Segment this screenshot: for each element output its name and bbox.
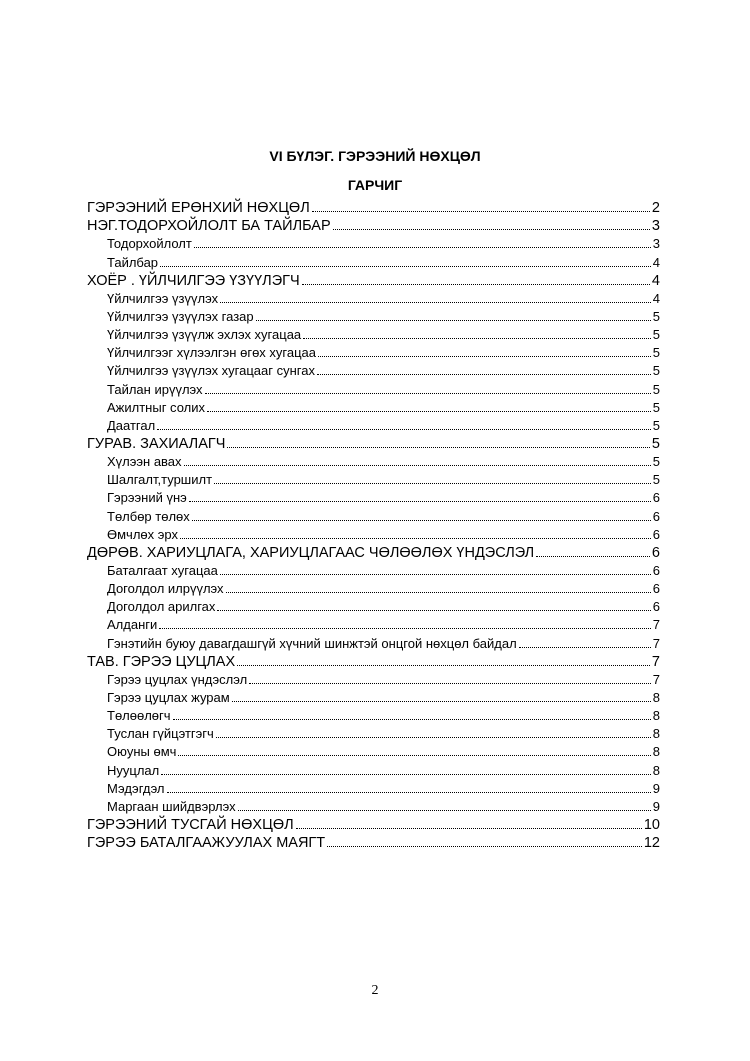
toc-entry-page: 4 — [652, 254, 660, 270]
toc-leader-dots — [232, 701, 651, 702]
toc-entry-label: Доголдол илрүүлэх — [107, 581, 224, 597]
toc-entry-page: 5 — [652, 363, 660, 379]
toc-entry-label: Нууцлал — [107, 762, 160, 778]
toc-entry-label: ГЭРЭЭ БАТАЛГААЖУУЛАХ МАЯГТ — [87, 835, 326, 852]
toc-leader-dots — [227, 447, 650, 448]
toc-leader-dots — [317, 374, 651, 375]
toc-entry-label: Доголдол арилгах — [107, 599, 216, 615]
toc-entry[interactable] — [87, 815, 660, 833]
toc-entry-page: 8 — [652, 762, 660, 778]
toc-title: ГАРЧИГ — [347, 177, 403, 193]
toc-leader-dots — [302, 284, 650, 285]
toc-leader-dots — [312, 211, 650, 212]
toc-entry[interactable] — [87, 216, 660, 234]
toc-entry[interactable] — [87, 706, 660, 724]
toc-entry-label: Тодорхойлолт — [107, 236, 192, 252]
toc-entry-page: 3 — [651, 218, 660, 235]
toc-entry-page: 8 — [652, 744, 660, 760]
toc-entry[interactable] — [87, 525, 660, 543]
toc-entry-label: Туслан гүйцэтгэгч — [107, 726, 214, 742]
toc-entry-page: 5 — [652, 381, 660, 397]
toc-entry-label: Тайлбар — [107, 254, 159, 270]
toc-entry-label: ГУРАВ. ЗАХИАЛАГЧ — [87, 435, 226, 452]
toc-entry[interactable] — [87, 833, 660, 851]
toc-entry[interactable] — [87, 561, 660, 579]
toc-entry-label: Мэдэгдэл — [107, 780, 165, 796]
toc-leader-dots — [180, 538, 651, 539]
toc-entry-label: ГЭРЭЭНИЙ ТУСГАЙ НӨХЦӨЛ — [87, 816, 294, 833]
toc-entry-label: ДӨРӨВ. ХАРИУЦЛАГА, ХАРИУЦЛАГААС ЧӨЛӨӨЛӨХ ҮНДЭСЛЭЛ — [87, 544, 535, 561]
toc-entry-page: 8 — [652, 689, 660, 705]
toc-entry-page: 5 — [651, 435, 660, 452]
toc-leader-dots — [173, 719, 651, 720]
toc-entry[interactable] — [87, 615, 660, 633]
toc-entry[interactable] — [87, 325, 660, 343]
toc-entry-page: 5 — [652, 308, 660, 324]
toc-entry-label: Маргаан шийдвэрлэх — [107, 798, 236, 814]
toc-entry[interactable] — [87, 543, 660, 561]
toc-entry-page: 7 — [651, 653, 660, 670]
chapter-title: VI БҮЛЭГ. ГЭРЭЭНИЙ НӨХЦӨЛ — [269, 148, 481, 164]
toc-entry-label: Ажилтныг солих — [107, 399, 205, 415]
toc-entry-page: 4 — [651, 272, 660, 289]
toc-leader-dots — [256, 320, 651, 321]
toc-entry-page: 6 — [652, 599, 660, 615]
toc-entry[interactable] — [87, 597, 660, 615]
toc-entry-label: Шалгалт,туршилт — [107, 472, 213, 488]
toc-entry-page: 10 — [643, 816, 660, 833]
toc-entry-page: 6 — [652, 581, 660, 597]
toc-entry-page: 4 — [652, 290, 660, 306]
toc-entry[interactable] — [87, 688, 660, 706]
toc-entry-label: ХОЁР . ҮЙЛЧИЛГЭЭ ҮЗҮҮЛЭГЧ — [87, 272, 300, 289]
toc-entry-label: ГЭРЭЭНИЙ ЕРӨНХИЙ НӨХЦӨЛ — [87, 200, 310, 217]
toc-entry-label: Гэрээ цуцлах журам — [107, 689, 230, 705]
toc-entry-label: Төлбөр төлөх — [107, 508, 190, 524]
toc-leader-dots — [220, 302, 651, 303]
toc-entry-label: Үйлчилгээг хүлээлгэн өгөх хугацаа — [107, 345, 316, 361]
toc-leader-dots — [296, 828, 642, 829]
toc-entry-page: 9 — [652, 798, 660, 814]
toc-leader-dots — [207, 411, 651, 412]
toc-entry-label: Баталгаат хугацаа — [107, 562, 218, 578]
toc-entry[interactable] — [87, 452, 660, 470]
table-of-contents — [87, 198, 660, 851]
toc-entry-label: Оюуны өмч — [107, 744, 177, 760]
toc-entry-label: Үйлчилгээ үзүүлж эхлэх хугацаа — [107, 327, 302, 343]
toc-entry-page: 6 — [652, 562, 660, 578]
toc-entry-label: Хүлээн авах — [107, 454, 182, 470]
toc-entry[interactable] — [87, 760, 660, 778]
toc-entry[interactable] — [87, 742, 660, 760]
toc-entry-label: НЭГ.ТОДОРХОЙЛОЛТ БА ТАЙЛБАР — [87, 218, 331, 235]
toc-entry-page: 7 — [652, 671, 660, 687]
toc-leader-dots — [157, 429, 651, 430]
toc-leader-dots — [161, 774, 651, 775]
toc-leader-dots — [318, 356, 651, 357]
toc-entry-page: 5 — [652, 327, 660, 343]
toc-leader-dots — [214, 483, 651, 484]
toc-entry[interactable] — [87, 289, 660, 307]
toc-leader-dots — [167, 792, 651, 793]
toc-entry-label: Даатгал — [107, 417, 156, 433]
toc-entry[interactable] — [87, 652, 660, 670]
toc-entry[interactable] — [87, 488, 660, 506]
toc-entry[interactable] — [87, 797, 660, 815]
toc-entry-label: Тайлан ирүүлэх — [107, 381, 203, 397]
toc-entry-label: Үйлчилгээ үзүүлэх — [107, 290, 219, 306]
toc-entry-page: 3 — [652, 236, 660, 252]
toc-entry[interactable] — [87, 470, 660, 488]
toc-entry-page: 6 — [652, 490, 660, 506]
toc-leader-dots — [189, 501, 651, 502]
toc-leader-dots — [327, 846, 642, 847]
toc-entry[interactable] — [87, 506, 660, 524]
toc-leader-dots — [194, 247, 651, 248]
toc-entry[interactable] — [87, 379, 660, 397]
toc-entry[interactable] — [87, 416, 660, 434]
toc-leader-dots — [216, 737, 651, 738]
toc-entry[interactable] — [87, 670, 660, 688]
toc-entry-label: Гэрээний үнэ — [107, 490, 187, 506]
toc-leader-dots — [205, 393, 651, 394]
toc-entry[interactable] — [87, 724, 660, 742]
toc-entry-label: Төлөөлөгч — [107, 708, 171, 724]
toc-entry-page: 5 — [652, 345, 660, 361]
toc-leader-dots — [160, 266, 651, 267]
toc-entry-page: 8 — [652, 708, 660, 724]
toc-entry-page: 9 — [652, 780, 660, 796]
toc-entry-page: 6 — [652, 508, 660, 524]
toc-entry-label: Үйлчилгээ үзүүлэх хугацааг сунгах — [107, 363, 315, 379]
toc-leader-dots — [178, 755, 650, 756]
page-number: 2 — [371, 983, 379, 998]
toc-leader-dots — [333, 229, 650, 230]
toc-entry-label: ТАВ. ГЭРЭЭ ЦУЦЛАХ — [87, 653, 236, 670]
toc-leader-dots — [536, 556, 650, 557]
toc-entry[interactable] — [87, 343, 660, 361]
toc-entry[interactable] — [87, 252, 660, 270]
toc-leader-dots — [237, 665, 650, 666]
toc-entry-page: 7 — [652, 635, 660, 651]
toc-entry-page: 2 — [651, 200, 660, 217]
toc-leader-dots — [238, 810, 651, 811]
toc-entry-page: 5 — [652, 399, 660, 415]
toc-entry[interactable] — [87, 271, 660, 289]
toc-entry-page: 5 — [652, 417, 660, 433]
toc-entry[interactable] — [87, 361, 660, 379]
toc-leader-dots — [159, 628, 651, 629]
toc-entry-label: Өмчлөх эрх — [107, 526, 178, 542]
toc-entry-page: 8 — [652, 726, 660, 742]
toc-entry-label: Гэнэтийн буюу давагдашгүй хүчний шинжтэй онцгой нөхцөл байдал — [107, 635, 517, 651]
toc-entry-page: 7 — [652, 617, 660, 633]
toc-entry[interactable] — [87, 579, 660, 597]
toc-entry-page: 5 — [652, 472, 660, 488]
toc-entry-page: 6 — [651, 544, 660, 561]
toc-entry-page: 5 — [652, 454, 660, 470]
toc-leader-dots — [303, 338, 651, 339]
toc-entry[interactable] — [87, 779, 660, 797]
toc-entry-page: 12 — [643, 835, 660, 852]
toc-entry-label: Гэрээ цуцлах үндэслэл — [107, 671, 248, 687]
toc-entry-label: Үйлчилгээ үзүүлэх газар — [107, 308, 254, 324]
toc-entry[interactable] — [87, 633, 660, 651]
toc-entry-label: Алданги — [107, 617, 158, 633]
toc-leader-dots — [519, 647, 651, 648]
toc-leader-dots — [220, 574, 651, 575]
toc-leader-dots — [184, 465, 651, 466]
toc-entry[interactable] — [87, 398, 660, 416]
toc-leader-dots — [249, 683, 651, 684]
toc-leader-dots — [217, 610, 650, 611]
toc-entry[interactable] — [87, 234, 660, 252]
toc-entry[interactable] — [87, 434, 660, 452]
toc-entry-page: 6 — [652, 526, 660, 542]
toc-leader-dots — [226, 592, 651, 593]
toc-leader-dots — [192, 520, 651, 521]
toc-entry[interactable] — [87, 307, 660, 325]
toc-entry[interactable] — [87, 198, 660, 216]
